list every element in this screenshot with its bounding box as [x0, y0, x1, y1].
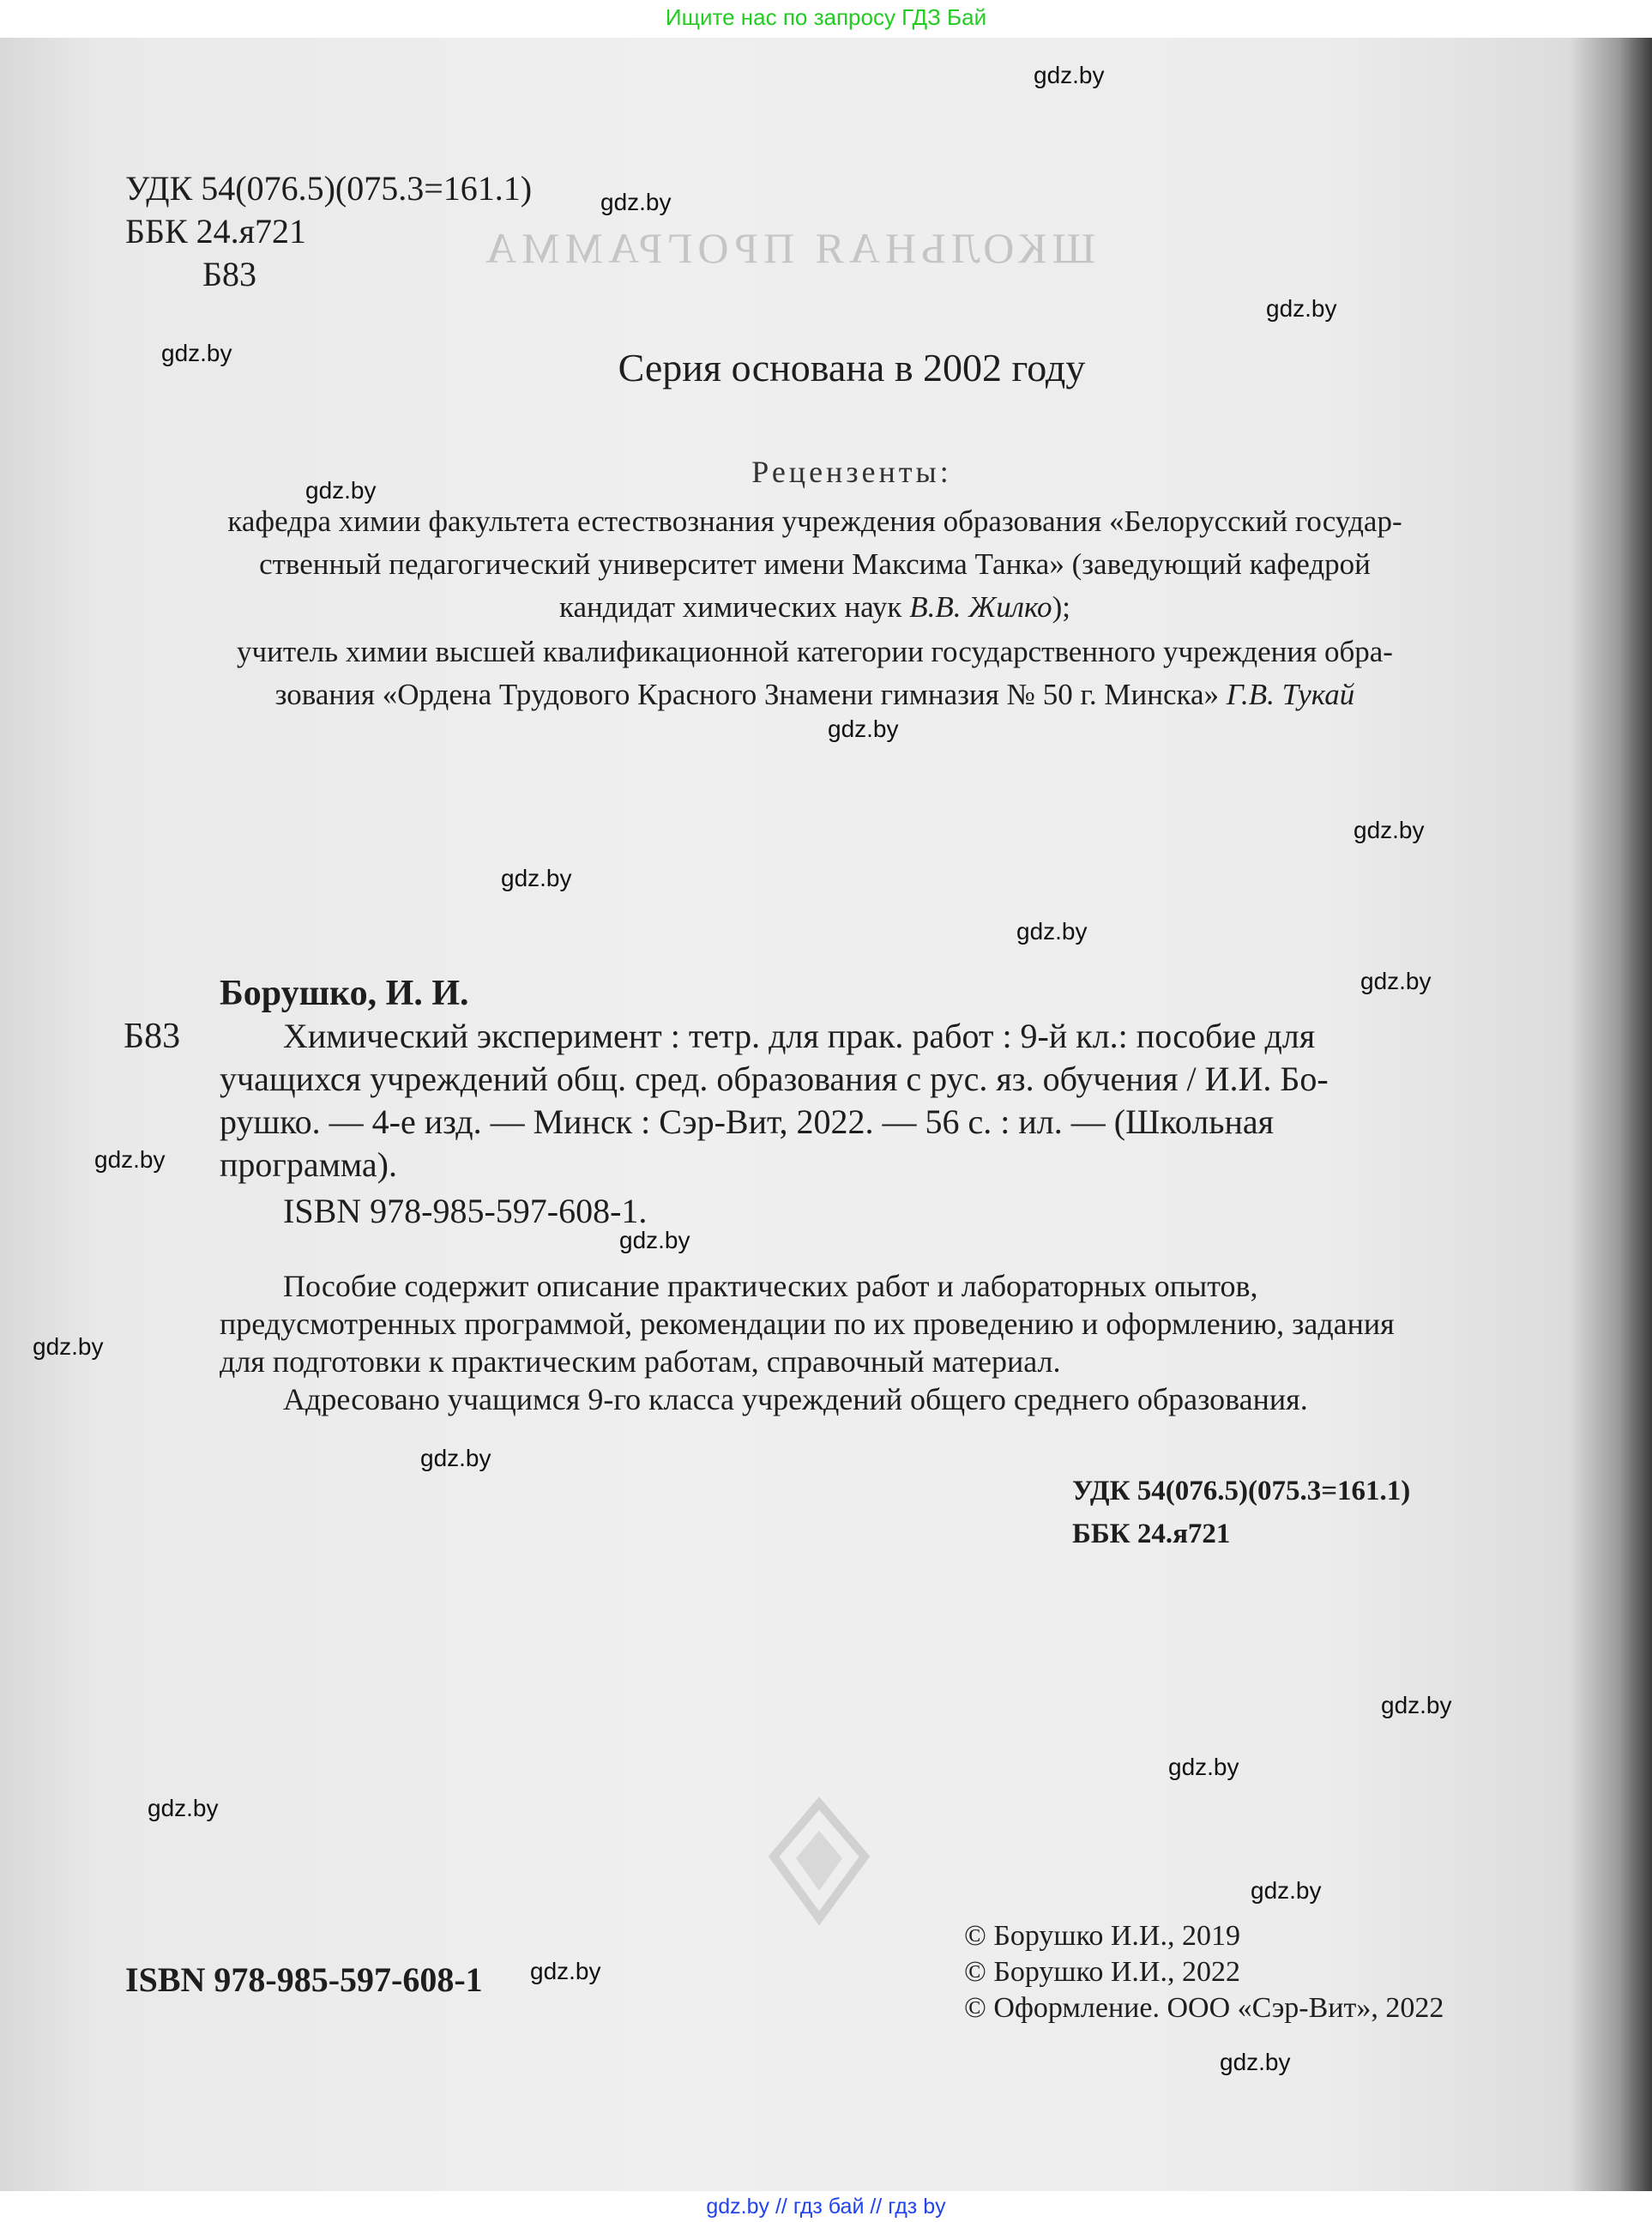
- top-banner[interactable]: Ищите нас по запросу ГДЗ Бай: [665, 4, 987, 30]
- watermark: gdz.by: [1266, 295, 1337, 322]
- watermark: gdz.by: [1251, 1877, 1322, 1904]
- watermark: gdz.by: [1220, 2049, 1291, 2075]
- reviewers-line-1: кафедра химии факультета естествознания учреждения образования «Белорусский государ-: [227, 504, 1402, 538]
- bibliography-line-3: рушко. — 4-е изд. — Минск : Сэр-Вит, 2022. — 56 с. : ил. — (Школьная: [220, 1102, 1275, 1141]
- watermark: gdz.by: [1034, 62, 1105, 88]
- reviewers-line-3: [120, 590, 1510, 625]
- watermark: gdz.by: [305, 477, 377, 504]
- watermark: gdz.by: [33, 1333, 104, 1360]
- reviewer-name-zhilko: В.В. Жилко: [909, 590, 1052, 624]
- watermark: gdz.by: [148, 1795, 219, 1821]
- annotation-line-3: для подготовки к практическим работам, справочный материал.: [220, 1344, 1061, 1379]
- watermark: gdz.by: [1360, 968, 1432, 994]
- copyright-line-2: © Борушко И.И., 2022: [964, 1956, 1240, 1988]
- bibliography-line-2: учащихся учреждений общ. сред. образования с рус. яз. обучения / И.И. Бо-: [220, 1060, 1329, 1098]
- udc-footer-code: УДК 54(076.5)(075.3=161.1): [1072, 1476, 1411, 1506]
- watermark: gdz.by: [1016, 918, 1088, 945]
- watermark: gdz.by: [94, 1146, 166, 1173]
- author-mark-header: Б83: [202, 255, 256, 293]
- bibliography-line-4: программа).: [220, 1145, 397, 1184]
- reviewers-heading: Рецензенты:: [751, 455, 952, 489]
- reviewers-line-5-text: зования «Ордена Трудового Красного Знамени гимназия № 50 г. Минска»: [274, 678, 1219, 711]
- bbk-header-code: ББК 24.я721: [125, 212, 307, 251]
- bibliography-author: Борушко, И. И.: [220, 974, 469, 1013]
- watermark: gdz.by: [501, 865, 572, 891]
- udc-header-code: УДК 54(076.5)(075.3=161.1): [125, 169, 533, 208]
- watermark: gdz.by: [420, 1445, 491, 1471]
- bibliography-line-1: Химический эксперимент : тетр. для прак. работ : 9-й кл.: пособие для: [283, 1017, 1316, 1055]
- bbk-footer-code: ББК 24.я721: [1072, 1519, 1231, 1549]
- bibliography-code: Б83: [124, 1017, 181, 1056]
- bibliography-isbn: ISBN 978-985-597-608-1.: [283, 1192, 648, 1230]
- reviewers-line-2: ственный педагогический университет имени Максима Танка» (заведующий кафедрой: [259, 547, 1371, 581]
- reviewers-line-5: [120, 678, 1510, 712]
- watermark: gdz.by: [619, 1227, 690, 1253]
- copyright-line-1: © Борушко И.И., 2019: [964, 1920, 1240, 1952]
- watermark: gdz.by: [1354, 817, 1425, 843]
- reviewers-line-4: учитель химии высшей квалификационной категории государственного учреждения обра-: [237, 635, 1393, 668]
- copyright-line-3: © Оформление. ООО «Сэр-Вит», 2022: [964, 1992, 1444, 2024]
- reviewers-line-3-end: );: [1052, 590, 1070, 624]
- watermark: gdz.by: [1381, 1692, 1452, 1718]
- annotation-line-4: Адресовано учащимся 9-го класса учреждений общего среднего образования.: [283, 1382, 1308, 1416]
- watermark: gdz.by: [828, 716, 899, 742]
- annotation-line-2: предусмотренных программой, рекомендации по их проведению и оформлению, задания: [220, 1307, 1395, 1341]
- series-line: Серия основана в 2002 году: [618, 346, 1086, 389]
- watermark: gdz.by: [161, 340, 232, 366]
- bleed-through-title: ШКОЛЬНАЯ ПРОГРАММА: [480, 224, 1095, 272]
- book-page: [0, 38, 1652, 2191]
- watermark: gdz.by: [600, 189, 672, 215]
- isbn-bottom: ISBN 978-985-597-608-1: [125, 1960, 483, 1999]
- reviewer-name-tukai: Г.В. Тукай: [1226, 678, 1355, 711]
- annotation-line-1: Пособие содержит описание практических работ и лабораторных опытов,: [283, 1269, 1258, 1303]
- bottom-banner[interactable]: gdz.by // гдз бай // гдз by: [706, 2195, 946, 2219]
- watermark: gdz.by: [1168, 1754, 1239, 1780]
- publisher-logo-bleed-icon: [763, 1796, 875, 1925]
- reviewers-line-3-text: кандидат химических наук: [559, 590, 902, 624]
- watermark: gdz.by: [530, 1958, 601, 1984]
